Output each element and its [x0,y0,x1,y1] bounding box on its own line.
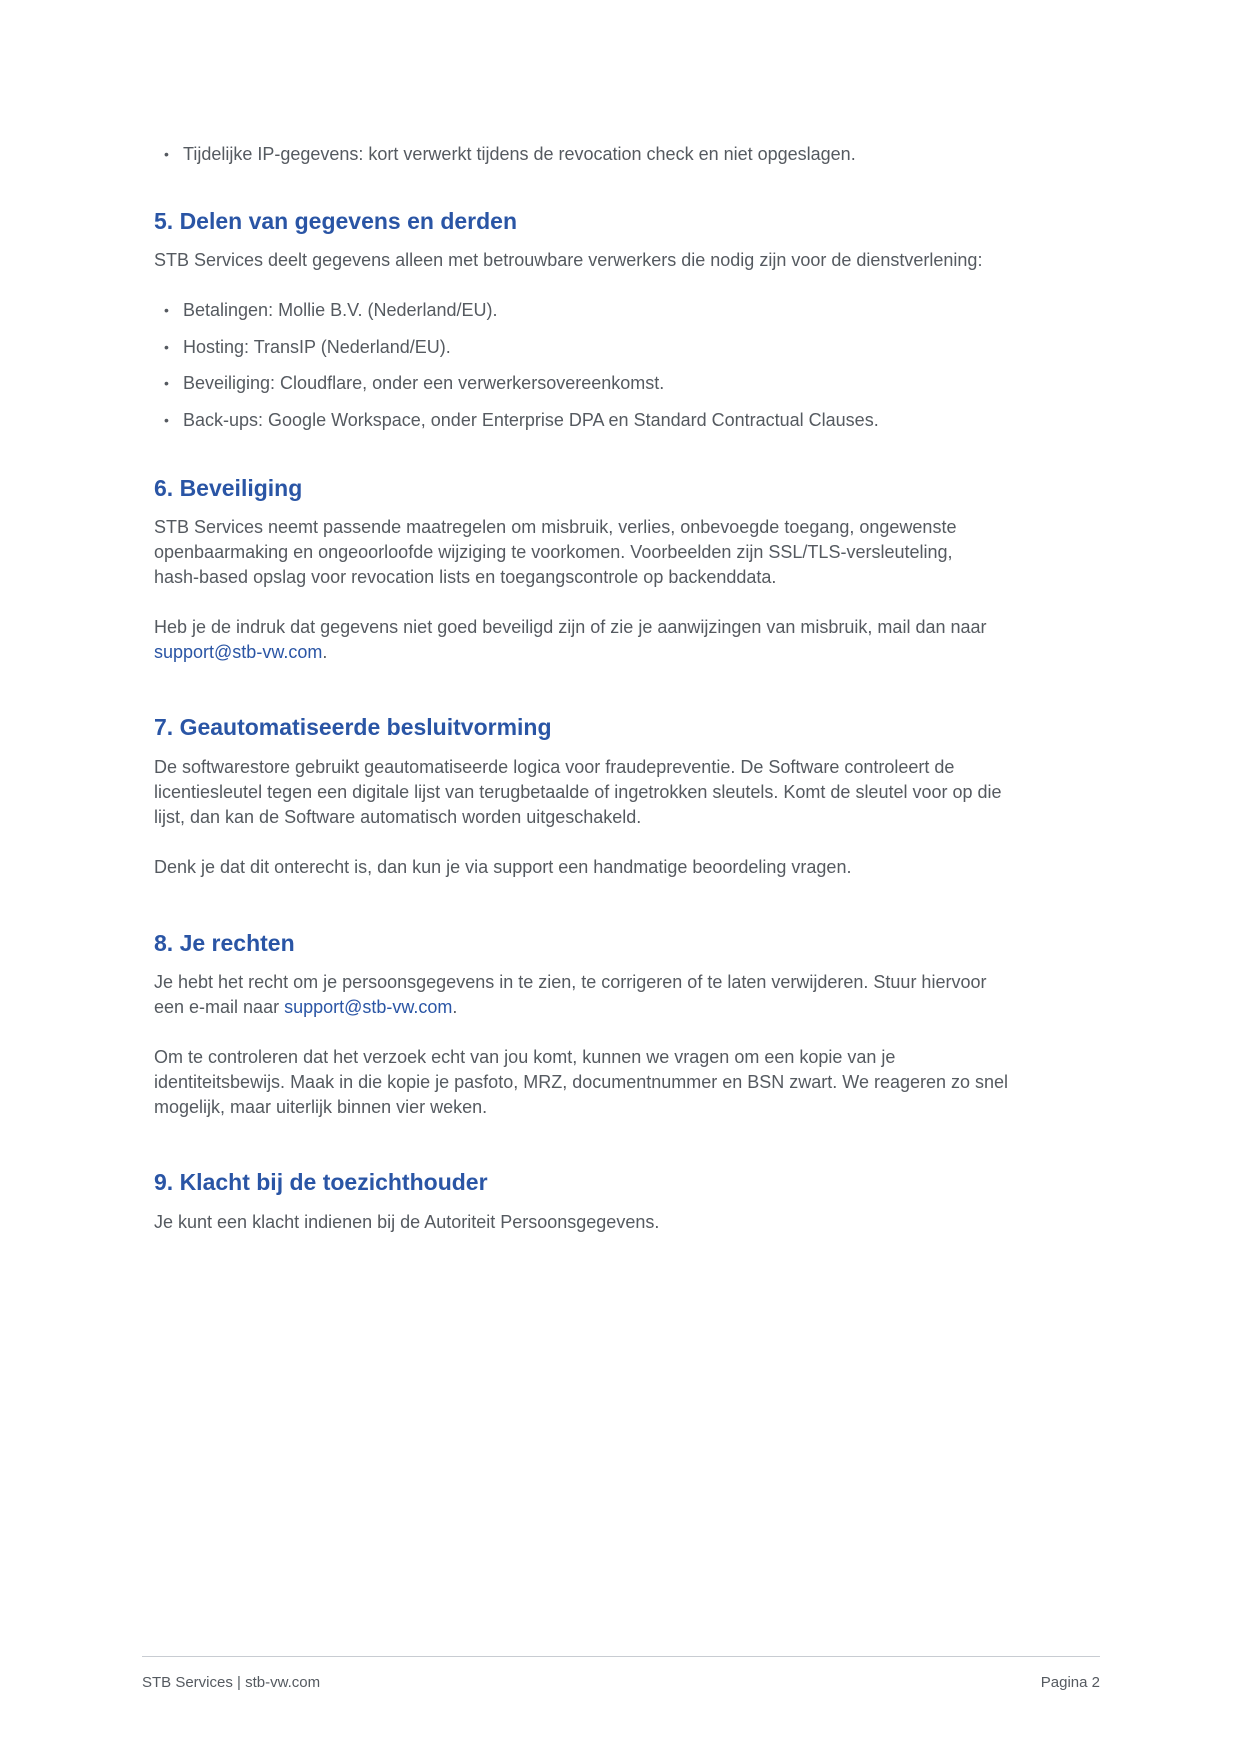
section-heading-9: 9. Klacht bij de toezichthouder [154,1169,488,1195]
section-7-paragraph-2 [154,855,1094,880]
list-item [154,298,879,335]
paragraph: STB Services deelt gegevens alleen met betrouwbare verwerkers die nodig zijn voor de dienstverlening: [154,250,983,270]
bullet-icon: • [164,146,169,162]
section-heading-5: 5. Delen van gegevens en derden [154,208,518,234]
text-line: Heb je de indruk dat gegevens niet goed beveiligd zijn of zie je aanwijzingen van misbruik, mail dan naar [154,617,987,637]
punctuation: . [322,642,328,662]
page-number: Pagina 2 [1040,1674,1100,1691]
text-line: licentiesleutel tegen een digitale lijst van terugbetaalde of ingetrokken sleutels. Komt de sleutel voor op die [154,782,1002,802]
text-line: hash-based opslag voor revocation lists en toegangscontrole op backenddata. [154,567,777,587]
section-heading-7: 7. Geautomatiseerde besluitvorming [154,714,552,740]
list-item-text: Tijdelijke IP-gegevens: kort verwerkt tijdens de revocation check en niet opgeslagen. [183,144,856,164]
list-item [154,371,879,408]
text-fragment: een e-mail naar [154,997,285,1017]
section-5-intro [154,248,1094,273]
footer-divider [142,1656,1100,1657]
support-email-link[interactable]: support@stb-vw.com [154,642,323,662]
text-line: openbaarmaking en ongeoorloofde wijziging te voorkomen. Voorbeelden zijn SSL/TLS-versleuteling, [154,542,953,562]
text-line: Je hebt het recht om je persoonsgegevens in te zien, te corrigeren of te laten verwijderen. Stuur hiervoor [154,972,987,992]
list-item-text: Betalingen: Mollie B.V. (Nederland/EU). [183,300,498,320]
text-line: Denk je dat dit onterecht is, dan kun je via support een handmatige beoordeling vragen. [154,857,852,877]
section-heading-6: 6. Beveiliging [154,475,303,501]
bullet-icon: • [164,338,169,355]
text-line: mogelijk, maar uiterlijk binnen vier weken. [154,1097,488,1117]
section-6-paragraph-2 [154,615,1094,665]
text-line: STB Services neemt passende maatregelen om misbruik, verlies, onbevoegde toegang, ongewenste [154,517,957,537]
bullet-icon: • [164,375,169,391]
text-line: Je kunt een klacht indienen bij de Autoriteit Persoonsgegevens. [154,1212,660,1232]
bullet-icon: • [164,411,169,428]
section-8-paragraph-1 [154,970,1094,1020]
list-item-text: Hosting: TransIP (Nederland/EU). [183,336,451,357]
text-line: lijst, dan kan de Software automatisch worden uitgeschakeld. [154,807,642,827]
footer-company: STB Services | stb-vw.com [142,1674,321,1691]
list-item-text: Beveiliging: Cloudflare, onder een verwerkersovereenkomst. [183,373,665,393]
bullet-icon: • [164,302,169,318]
text-line: identiteitsbewijs. Maak in die kopie je pasfoto, MRZ, documentnummer en BSN zwart. We reageren zo snel [154,1072,1009,1092]
list-item [154,335,879,372]
list-item [154,408,879,445]
section-9-paragraph-1 [154,1210,1094,1235]
text-line: De softwarestore gebruikt geautomatiseerde logica voor fraudepreventie. De Software controleert de [154,757,955,777]
text-line [154,640,1094,665]
text-line [154,995,1094,1020]
list-item-text: Back-ups: Google Workspace, onder Enterprise DPA en Standard Contractual Clauses. [183,409,879,430]
section-7-paragraph-1 [154,755,1094,830]
processors-list [154,298,879,444]
section-6-paragraph-1 [154,515,1094,590]
data-list [154,142,856,179]
section-8-paragraph-2 [154,1045,1094,1120]
text-line: Om te controleren dat het verzoek echt van jou komt, kunnen we vragen om een kopie van je [154,1047,896,1067]
list-item [154,142,856,179]
section-heading-8: 8. Je rechten [154,930,295,956]
support-email-link[interactable]: support@stb-vw.com [284,997,453,1017]
punctuation: . [452,997,458,1017]
